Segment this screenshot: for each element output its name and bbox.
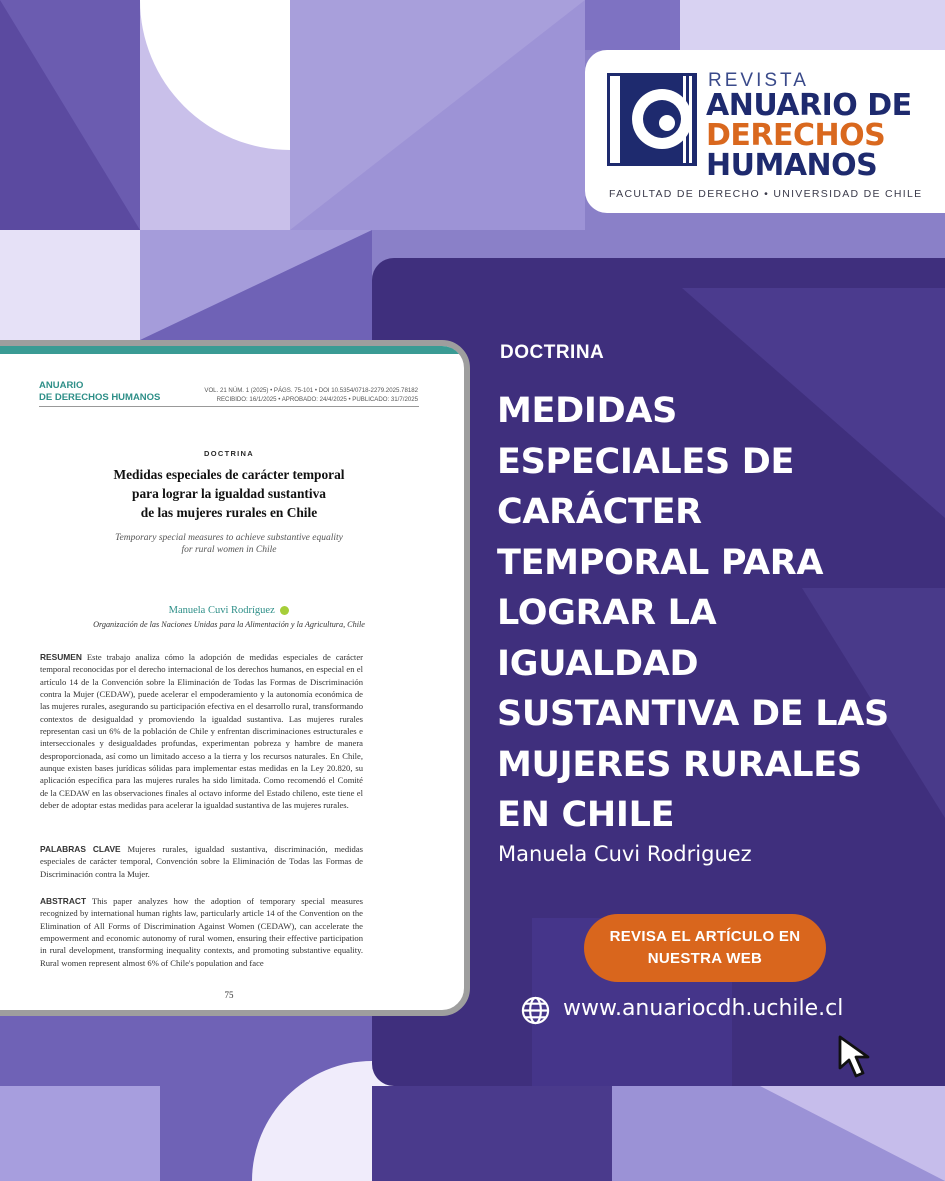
title-line: CARÁCTER <box>497 492 702 532</box>
paper-meta-line1: VOL. 21 NÚM. 1 (2025) • PÁGS. 75-101 • DOI 10.5354/0718-2279.2025.78182 <box>204 387 418 394</box>
paper-title-line: de las mujeres rurales en Chile <box>140 505 318 520</box>
paper-journal-line1: ANUARIO <box>39 380 84 391</box>
title-line: MEDIDAS <box>497 391 678 431</box>
paper-english-title <box>39 532 419 556</box>
paper-affiliation: Organización de las Naciones Unidas para la Alimentación y la Agricultura, Chile <box>93 620 365 629</box>
paper-section: DOCTRINA <box>204 449 254 458</box>
orcid-icon <box>280 606 289 615</box>
paper-english-title-line: for rural women in Chile <box>181 545 277 555</box>
resumen-text: Este trabajo analiza cómo la adopción de medidas especiales de carácter temporal reconocidas por el derecho internacional de los derechos humanos, en especial en el artículo 14 de la Convención sobre la Eliminación de Todas las Formas de Discriminación contra la Mujer (CEDAW), puede acelerar el empoderamiento y la autonomía económica de las mujeres rurales, asegurando su participación efectiva en el desarrollo rural, transformando contextos de desigualdad y promoviendo la igualdad sustantiva. Las mujeres rurales representan casi un 6% de la población de Chile y enfrentan discriminaciones estructurales e interseccionales y desigualdades profundas, experimentan pobreza y hambre de manera desproporcionada, así como un limitado acceso a la tierra y los recursos naturales. En Chile, aunque existen bases jurídicas sólidas para implementar estas medidas en la Ley 20.820, su aplicación específica para las mujeres rurales ha sido limitada. Como recomendó el Comité de la CEDAW en las observaciones finales al octavo informe del Estado chileno, este tiene el deber de adoptar estas medidas para acelerar la igualdad sustantiva de las mujeres rurales. <box>40 652 363 811</box>
paper-journal-line2: DE DERECHOS HUMANOS <box>39 392 161 403</box>
title-line: SUSTANTIVA DE LAS <box>497 694 889 734</box>
globe-icon <box>520 995 551 1026</box>
paper-page-number: 75 <box>224 990 234 1000</box>
paper-title-line: para lograr la igualdad sustantiva <box>132 486 326 501</box>
cta-line2: NUESTRA WEB <box>647 950 763 967</box>
read-article-button[interactable] <box>584 914 826 982</box>
keywords-label: PALABRAS CLAVE <box>40 844 121 854</box>
paper-author <box>39 605 419 616</box>
paper-abstract <box>40 895 363 967</box>
title-line: TEMPORAL PARA <box>497 542 824 583</box>
cta-line1: REVISA EL ARTÍCULO EN <box>609 928 801 945</box>
abstract-text: This paper analyzes how the adoption of temporary special measures recognized by international human rights law, particularly article 14 of the Convention on the Elimination of All Forms of Discrimination Against Women (CEDAW), can accelerate the empowerment and economic autonomy of rural women, ensuring their effective participation in rural development, transforming inequality contexts, and promoting substantive equality. Rural women represent almost 6% of Chile's population and face <box>40 896 363 967</box>
paper-journal-name <box>39 380 160 404</box>
logo-subtitle: FACULTAD DE DERECHO • UNIVERSIDAD DE CHILE <box>609 188 923 200</box>
logo-title-line1: ANUARIO DE <box>706 88 912 123</box>
paper-top-bar <box>0 346 464 354</box>
paper-keywords <box>40 843 363 880</box>
paper-author-name: Manuela Cuvi Rodríguez <box>168 605 275 616</box>
journal-logo-icon <box>607 73 697 166</box>
paper-title-line: Medidas especiales de carácter temporal <box>113 467 345 482</box>
title-line: ESPECIALES DE <box>497 441 795 482</box>
article-title <box>497 386 897 841</box>
paper-english-title-line: Temporary special measures to achieve substantive equality <box>115 533 343 543</box>
mouse-pointer-icon <box>836 1034 882 1080</box>
website-link[interactable]: www.anuariocdh.uchile.cl <box>563 996 844 1021</box>
paper-meta <box>181 386 418 404</box>
paper-rule <box>39 406 419 407</box>
keywords-text: Mujeres rurales, igualdad sustantiva, discriminación, medidas especiales de carácter temporal, Convención sobre la Eliminación de Todas las Formas de Discriminación contra la Mujer. <box>40 844 364 879</box>
title-line: LOGRAR LA <box>497 593 717 633</box>
abstract-label: ABSTRACT <box>40 896 87 906</box>
paper-resumen <box>40 651 363 811</box>
title-line: EN CHILE <box>497 795 675 835</box>
logo-revista-text: REVISTA <box>708 70 809 91</box>
title-line: MUJERES RURALES <box>497 744 862 785</box>
article-preview <box>0 340 470 1016</box>
author-name: Manuela Cuvi Rodriguez <box>498 842 752 866</box>
paper-title <box>39 465 419 522</box>
section-label: DOCTRINA <box>500 342 605 363</box>
title-line: IGUALDAD <box>497 643 699 684</box>
resumen-label: RESUMEN <box>40 652 82 662</box>
logo-title-line3: HUMANOS <box>706 148 878 183</box>
logo-title-line2: DERECHOS <box>706 118 886 153</box>
paper-meta-line2: RECIBIDO: 16/1/2025 • APROBADO: 24/4/2025 • PUBLICADO: 31/7/2025 <box>216 396 418 403</box>
